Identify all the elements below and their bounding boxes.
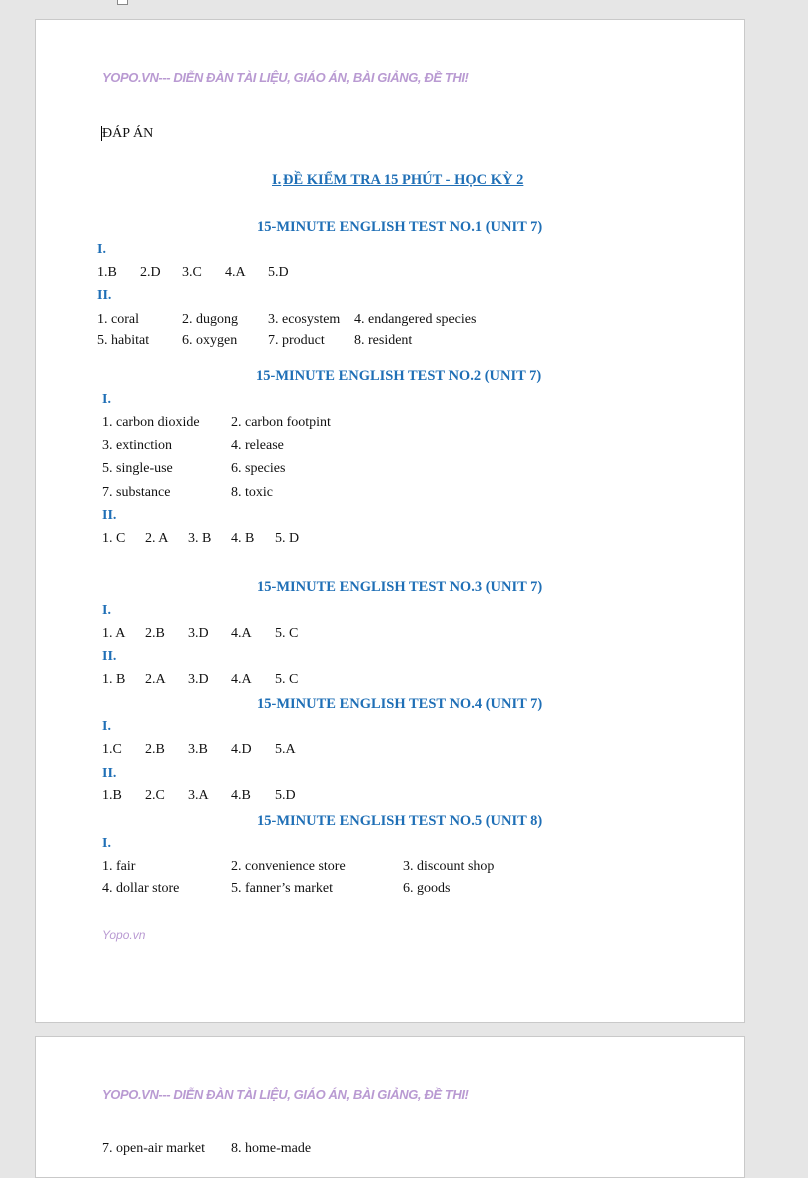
answer-item: 6. goods xyxy=(403,881,451,896)
answer-item: 6. species xyxy=(231,461,286,476)
part-label: I. xyxy=(97,242,106,257)
answer-item: 5.A xyxy=(275,742,296,757)
answer-item: 5. habitat xyxy=(97,333,150,348)
answer-item: 1.B xyxy=(97,265,117,280)
answer-item: 7. product xyxy=(268,333,325,348)
answer-item: 2. carbon footpint xyxy=(231,415,331,430)
answer-item: 3.D xyxy=(188,626,209,641)
answer-item: 3. discount shop xyxy=(403,859,495,874)
part-label: II. xyxy=(102,649,117,664)
answer-item: 1.B xyxy=(102,788,122,803)
answer-item: 4.A xyxy=(231,626,252,641)
answer-item: 1. A xyxy=(102,626,126,641)
answer-item: 5.D xyxy=(275,788,296,803)
answer-item: 3.D xyxy=(188,672,209,687)
answer-item: 1. coral xyxy=(97,312,139,327)
page-footer: Yopo.vn xyxy=(102,928,146,942)
part-label: II. xyxy=(102,766,117,781)
answer-item: 1. C xyxy=(102,531,126,546)
answer-item: 2. convenience store xyxy=(231,859,346,874)
answer-item: 2.A xyxy=(145,672,166,687)
answer-item: 1. B xyxy=(102,672,126,687)
answer-item: 2.C xyxy=(145,788,165,803)
answer-item: 3. extinction xyxy=(102,438,172,453)
part-label: I. xyxy=(102,603,111,618)
page-checkbox-marker xyxy=(117,0,128,5)
page-header: YOPO.VN--- DIỄN ĐÀN TÀI LIỆU, GIÁO ÁN, BÀI GIẢNG, ĐỀ THI! xyxy=(102,1087,469,1102)
answer-key-heading: ĐÁP ÁN xyxy=(102,126,154,141)
answer-item: 2. dugong xyxy=(182,312,238,327)
answer-item: 5. single-use xyxy=(102,461,173,476)
answer-item: 1.C xyxy=(102,742,122,757)
answer-item: 8. toxic xyxy=(231,485,273,500)
answer-item: 7. substance xyxy=(102,485,171,500)
answer-item: 3. B xyxy=(188,531,212,546)
part-label: II. xyxy=(97,288,112,303)
page-header: YOPO.VN--- DIỄN ĐÀN TÀI LIỆU, GIÁO ÁN, BÀI GIẢNG, ĐỀ THI! xyxy=(102,70,469,85)
answer-item: 7. open-air market xyxy=(102,1141,206,1156)
answer-item: 8. home-made xyxy=(231,1141,312,1156)
answer-item: 3.B xyxy=(188,742,208,757)
test-title: 15-MINUTE ENGLISH TEST NO.2 (UNIT 7) xyxy=(256,368,542,384)
answer-item: 3.C xyxy=(182,265,202,280)
answer-item: 2. A xyxy=(145,531,169,546)
answer-item: 4.A xyxy=(225,265,246,280)
answer-item: 1. fair xyxy=(102,859,136,874)
part-label: I. xyxy=(102,719,111,734)
answer-item: 2.B xyxy=(145,742,165,757)
answer-item: 4.A xyxy=(231,672,252,687)
answer-item: 5. D xyxy=(275,531,300,546)
answer-item: 4. B xyxy=(231,531,255,546)
test-title: 15-MINUTE ENGLISH TEST NO.4 (UNIT 7) xyxy=(257,696,543,712)
test-title: 15-MINUTE ENGLISH TEST NO.1 (UNIT 7) xyxy=(257,219,543,235)
answer-item: 5. C xyxy=(275,672,299,687)
answer-item: 4. dollar store xyxy=(102,881,180,896)
answer-item: 3. ecosystem xyxy=(268,312,341,327)
document-page-1 xyxy=(35,19,745,1023)
part-label: I. xyxy=(102,836,111,851)
answer-item: 6. oxygen xyxy=(182,333,238,348)
test-title: 15-MINUTE ENGLISH TEST NO.3 (UNIT 7) xyxy=(257,579,543,595)
answer-item: 5.D xyxy=(268,265,289,280)
document-page-2 xyxy=(35,1036,745,1178)
answer-item: 1. carbon dioxide xyxy=(102,415,200,430)
part-label: II. xyxy=(102,508,117,523)
answer-item: 4. endangered species xyxy=(354,312,477,327)
answer-item: 4.D xyxy=(231,742,252,757)
answer-item: 2.B xyxy=(145,626,165,641)
answer-item: 4.B xyxy=(231,788,251,803)
section-number: I. xyxy=(272,172,282,188)
answer-item: 5. fanner’s market xyxy=(231,881,333,896)
part-label: I. xyxy=(102,392,111,407)
answer-item: 8. resident xyxy=(354,333,413,348)
answer-item: 2.D xyxy=(140,265,161,280)
answer-item: 5. C xyxy=(275,626,299,641)
section-title: ĐỀ KIỂM TRA 15 PHÚT - HỌC KỲ 2 xyxy=(283,172,524,188)
answer-item: 4. release xyxy=(231,438,284,453)
answer-item: 3.A xyxy=(188,788,209,803)
test-title: 15-MINUTE ENGLISH TEST NO.5 (UNIT 8) xyxy=(257,813,543,829)
